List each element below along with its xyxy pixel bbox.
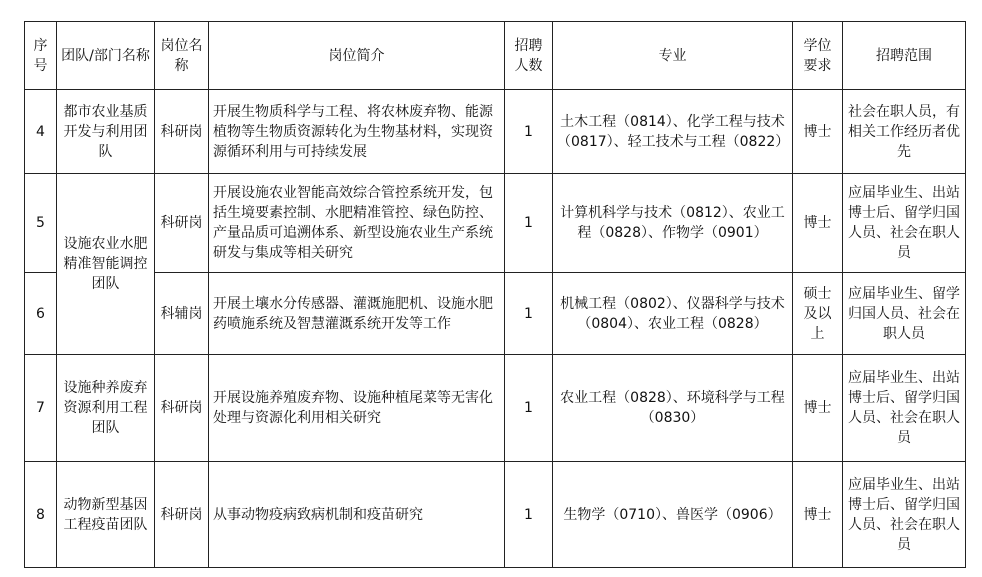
cell-intro: 从事动物疫病致病机制和疫苗研究 (209, 462, 505, 568)
cell-degree: 博士 (793, 174, 843, 273)
cell-team: 都市农业基质开发与利用团队 (57, 90, 155, 174)
table-row (25, 355, 966, 462)
cell-position: 科研岗 (155, 90, 209, 174)
cell-degree: 博士 (793, 462, 843, 568)
table-row (25, 174, 966, 273)
cell-major: 生物学（0710）、兽医学（0906） (553, 462, 793, 568)
cell-degree: 博士 (793, 355, 843, 462)
cell-seq: 6 (25, 273, 57, 355)
cell-team: 设施农业水肥精准智能调控团队 (57, 174, 155, 355)
cell-seq: 8 (25, 462, 57, 568)
recruitment-table (24, 21, 966, 568)
cell-seq: 7 (25, 355, 57, 462)
header-seq: 序号 (25, 22, 57, 90)
cell-scope: 应届毕业生、出站博士后、留学归国人员、社会在职人员 (843, 355, 966, 462)
cell-intro: 开展生物质科学与工程、将农林废弃物、能源植物等生物质资源转化为生物基材料，实现资源循环利用与可持续发展 (209, 90, 505, 174)
cell-position: 科研岗 (155, 355, 209, 462)
cell-major: 机械工程（0802）、仪器科学与技术（0804）、农业工程（0828） (553, 273, 793, 355)
cell-team: 设施种养废弃资源利用工程团队 (57, 355, 155, 462)
cell-intro: 开展设施农业智能高效综合管控系统开发，包括生境要素控制、水肥精准管控、绿色防控、产量品质可追溯体系、新型设施农业生产系统研发与集成等相关研究 (209, 174, 505, 273)
cell-degree: 硕士及以上 (793, 273, 843, 355)
cell-count: 1 (505, 174, 553, 273)
header-team: 团队/部门名称 (57, 22, 155, 90)
cell-position: 科辅岗 (155, 273, 209, 355)
table-row (25, 90, 966, 174)
cell-scope: 社会在职人员，有相关工作经历者优先 (843, 90, 966, 174)
cell-position: 科研岗 (155, 174, 209, 273)
header-scope: 招聘范围 (843, 22, 966, 90)
cell-intro: 开展土壤水分传感器、灌溉施肥机、设施水肥药喷施系统及智慧灌溉系统开发等工作 (209, 273, 505, 355)
cell-major: 土木工程（0814）、化学工程与技术（0817）、轻工技术与工程（0822） (553, 90, 793, 174)
table-row (25, 273, 966, 355)
header-position: 岗位名称 (155, 22, 209, 90)
header-major: 专业 (553, 22, 793, 90)
cell-team: 动物新型基因工程疫苗团队 (57, 462, 155, 568)
table-row (25, 462, 966, 568)
cell-major: 农业工程（0828）、环境科学与工程（0830） (553, 355, 793, 462)
header-intro: 岗位简介 (209, 22, 505, 90)
header-degree: 学位要求 (793, 22, 843, 90)
cell-scope: 应届毕业生、留学归国人员、社会在职人员 (843, 273, 966, 355)
header-row (25, 22, 966, 90)
cell-count: 1 (505, 355, 553, 462)
cell-count: 1 (505, 273, 553, 355)
cell-intro: 开展设施养殖废弃物、设施种植尾菜等无害化处理与资源化利用相关研究 (209, 355, 505, 462)
header-count: 招聘人数 (505, 22, 553, 90)
cell-degree: 博士 (793, 90, 843, 174)
cell-seq: 5 (25, 174, 57, 273)
cell-scope: 应届毕业生、出站博士后、留学归国人员、社会在职人员 (843, 174, 966, 273)
cell-count: 1 (505, 462, 553, 568)
cell-position: 科研岗 (155, 462, 209, 568)
cell-scope: 应届毕业生、出站博士后、留学归国人员、社会在职人员 (843, 462, 966, 568)
cell-seq: 4 (25, 90, 57, 174)
cell-major: 计算机科学与技术（0812）、农业工程（0828）、作物学（0901） (553, 174, 793, 273)
cell-count: 1 (505, 90, 553, 174)
